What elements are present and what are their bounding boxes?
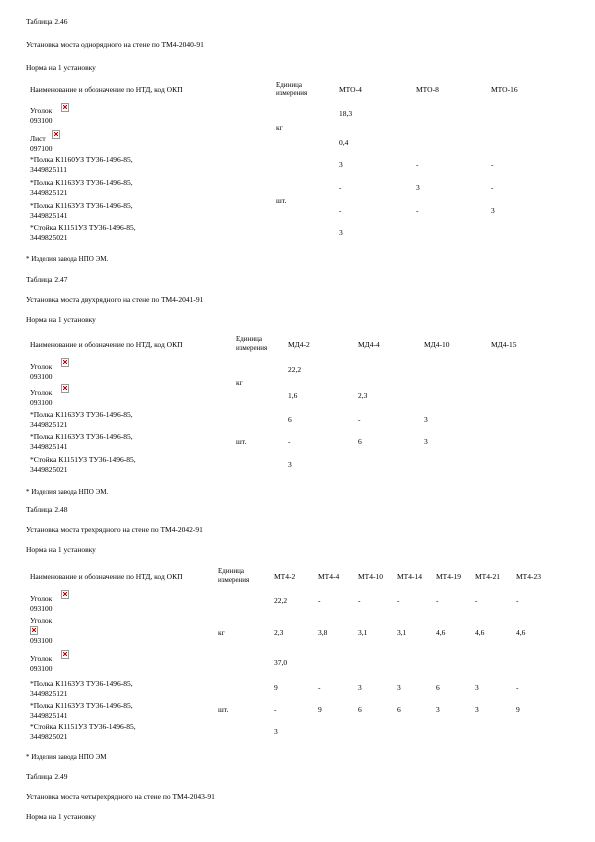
cell-value: -: [274, 705, 277, 714]
cell-value: 3: [358, 683, 362, 692]
cell-value: 9: [516, 705, 520, 714]
cell-value: 6: [397, 705, 401, 714]
cell-value: 3: [339, 160, 343, 169]
row-code: 097100: [30, 144, 53, 153]
cell-value: -: [339, 206, 342, 215]
table-norm: Норма на 1 установку: [26, 812, 96, 821]
row-code: 3449825141: [30, 711, 68, 720]
cell-value: 4,6: [436, 628, 446, 637]
unit-kg: кг: [218, 628, 225, 637]
row-code: 093100: [30, 604, 53, 613]
cell-value: -: [288, 437, 291, 446]
table-title: Установка моста четырехрядного на стене по ТМ4-2043-91: [26, 792, 215, 801]
cell-value: 9: [274, 683, 278, 692]
unit-kg: кг: [236, 378, 243, 387]
row-name: *Стойка К1151УЗ ТУ36-1496-85,: [30, 455, 136, 464]
row-name: *Полка К1163УЗ ТУ36-1496-85,: [30, 201, 133, 210]
cell-value: 6: [358, 437, 362, 446]
col-header-unit-2: измерения: [236, 344, 268, 352]
col-header: МТ4-14: [397, 572, 422, 581]
cell-value: 3: [424, 415, 428, 424]
cell-value: -: [318, 596, 321, 605]
col-header-name: Наименование и обозначение по НТД, код ОКП: [30, 85, 183, 94]
row-code: 093100: [30, 664, 53, 673]
row-name: Уголок: [30, 362, 53, 371]
col-header: МТ4-2: [274, 572, 296, 581]
cell-value: 3: [475, 705, 479, 714]
cell-value: -: [318, 683, 321, 692]
row-name: *Полка К1163УЗ ТУ36-1496-85,: [30, 701, 133, 710]
cell-value: 3: [475, 683, 479, 692]
cell-value: 2,3: [358, 391, 368, 400]
broken-image-icon: [30, 626, 38, 635]
broken-image-icon: [61, 358, 69, 367]
table-norm: Норма на 1 установку: [26, 315, 96, 324]
table-title: Установка моста трехрядного на стене по ТМ4-2042-91: [26, 525, 203, 534]
col-header: МД4-15: [491, 340, 517, 349]
cell-value: 3: [416, 183, 420, 192]
row-code: 3449825121: [30, 420, 68, 429]
table-norm: Норма на 1 установку: [26, 63, 96, 72]
col-header: МД4-10: [424, 340, 450, 349]
cell-value: 4,6: [475, 628, 485, 637]
cell-value: 3: [436, 705, 440, 714]
row-name: *Полка К1163УЗ ТУ36-1496-85,: [30, 679, 133, 688]
row-name: Лист: [30, 134, 46, 143]
col-header: МТ4-21: [475, 572, 500, 581]
col-header: МТ4-10: [358, 572, 383, 581]
col-header-unit-2: измерения: [218, 576, 250, 584]
table-title: Установка моста однорядного на стене по ТМ4-2040-91: [26, 40, 204, 49]
broken-image-icon: [52, 130, 60, 139]
row-name: *Полка К1163УЗ ТУ36-1496-85,: [30, 432, 133, 441]
cell-value: 22,2: [288, 365, 302, 374]
col-header-unit-1: Единица: [218, 567, 244, 575]
col-header: МД4-2: [288, 340, 310, 349]
cell-value: -: [416, 206, 419, 215]
cell-value: 6: [436, 683, 440, 692]
row-code: 093100: [30, 372, 53, 381]
row-code: 3449825121: [30, 689, 68, 698]
col-header-name: Наименование и обозначение по НТД, код ОКП: [30, 340, 183, 349]
cell-value: 3: [274, 727, 278, 736]
cell-value: -: [397, 596, 400, 605]
cell-value: 0,4: [339, 138, 349, 147]
cell-value: -: [475, 596, 478, 605]
cell-value: 3,1: [358, 628, 368, 637]
broken-image-icon: [61, 650, 69, 659]
row-name: Уголок: [30, 388, 53, 397]
row-code: 3449825121: [30, 188, 68, 197]
footnote: * Изделия завода НПО ЭМ: [26, 753, 107, 761]
row-name: *Стойка К1151УЗ ТУ36-1496-85,: [30, 722, 136, 731]
row-code: 093100: [30, 636, 53, 645]
cell-value: 3,8: [318, 628, 328, 637]
broken-image-icon: [61, 384, 69, 393]
row-code: 3449825021: [30, 233, 68, 242]
cell-value: 6: [358, 705, 362, 714]
cell-value: 3: [339, 228, 343, 237]
table-label: Таблица 2.47: [26, 275, 68, 284]
cell-value: -: [416, 160, 419, 169]
row-name: *Стойка К1151УЗ ТУ36-1496-85,: [30, 223, 136, 232]
cell-value: 4,6: [516, 628, 526, 637]
table-title: Установка моста двухрядного на стене по ТМ4-2041-91: [26, 295, 204, 304]
row-name: Уголок: [30, 106, 53, 115]
row-code: 3449825021: [30, 465, 68, 474]
cell-value: 22,2: [274, 596, 288, 605]
cell-value: 3: [288, 460, 292, 469]
table-label: Таблица 2.46: [26, 17, 68, 26]
cell-value: 2,3: [274, 628, 284, 637]
cell-value: -: [436, 596, 439, 605]
unit-sht: шт.: [218, 705, 229, 714]
col-header-unit-1: Единица: [236, 335, 262, 343]
row-name: Уголок: [30, 616, 53, 625]
cell-value: -: [339, 183, 342, 192]
cell-value: -: [491, 183, 494, 192]
col-header-unit-1: Единица: [276, 81, 302, 89]
footnote: * Изделия завода НПО ЭМ.: [26, 488, 109, 496]
unit-kg: кг: [276, 123, 283, 132]
col-header-name: Наименование и обозначение по НТД, код ОКП: [30, 572, 183, 581]
row-name: Уголок: [30, 594, 53, 603]
cell-value: 3: [424, 437, 428, 446]
col-header: МТО-8: [416, 85, 439, 94]
row-code: 3449825141: [30, 211, 68, 220]
col-header: МТ4-23: [516, 572, 541, 581]
cell-value: 3: [397, 683, 401, 692]
table-label: Таблица 2.48: [26, 505, 68, 514]
row-name: *Полка К1163УЗ ТУ36-1496-85,: [30, 178, 133, 187]
row-code: 3449825111: [30, 165, 67, 174]
col-header: МД4-4: [358, 340, 380, 349]
cell-value: -: [516, 683, 519, 692]
col-header: МТО-4: [339, 85, 362, 94]
row-code: 093100: [30, 116, 53, 125]
row-code: 093100: [30, 398, 53, 407]
cell-value: 1,6: [288, 391, 298, 400]
cell-value: -: [358, 596, 361, 605]
broken-image-icon: [61, 590, 69, 599]
cell-value: 3: [491, 206, 495, 215]
cell-value: 37,0: [274, 658, 288, 667]
table-label: Таблица 2.49: [26, 772, 68, 781]
col-header: МТО-16: [491, 85, 518, 94]
row-code: 3449825141: [30, 442, 68, 451]
row-name: *Полка К1160УЗ ТУ36-1496-85,: [30, 155, 133, 164]
broken-image-icon: [61, 103, 69, 112]
cell-value: 6: [288, 415, 292, 424]
unit-sht: шт.: [236, 437, 247, 446]
cell-value: 3,1: [397, 628, 407, 637]
col-header: МТ4-19: [436, 572, 461, 581]
footnote: * Изделия завода НПО ЭМ.: [26, 255, 109, 263]
cell-value: 18,3: [339, 109, 353, 118]
table-norm: Норма на 1 установку: [26, 545, 96, 554]
col-header-unit-2: измерения: [276, 89, 308, 97]
cell-value: -: [516, 596, 519, 605]
cell-value: 9: [318, 705, 322, 714]
col-header: МТ4-4: [318, 572, 340, 581]
row-code: 3449825021: [30, 732, 68, 741]
row-name: *Полка К1163УЗ ТУ36-1496-85,: [30, 410, 133, 419]
unit-sht: шт.: [276, 196, 287, 205]
cell-value: -: [358, 415, 361, 424]
row-name: Уголок: [30, 654, 53, 663]
cell-value: -: [491, 160, 494, 169]
